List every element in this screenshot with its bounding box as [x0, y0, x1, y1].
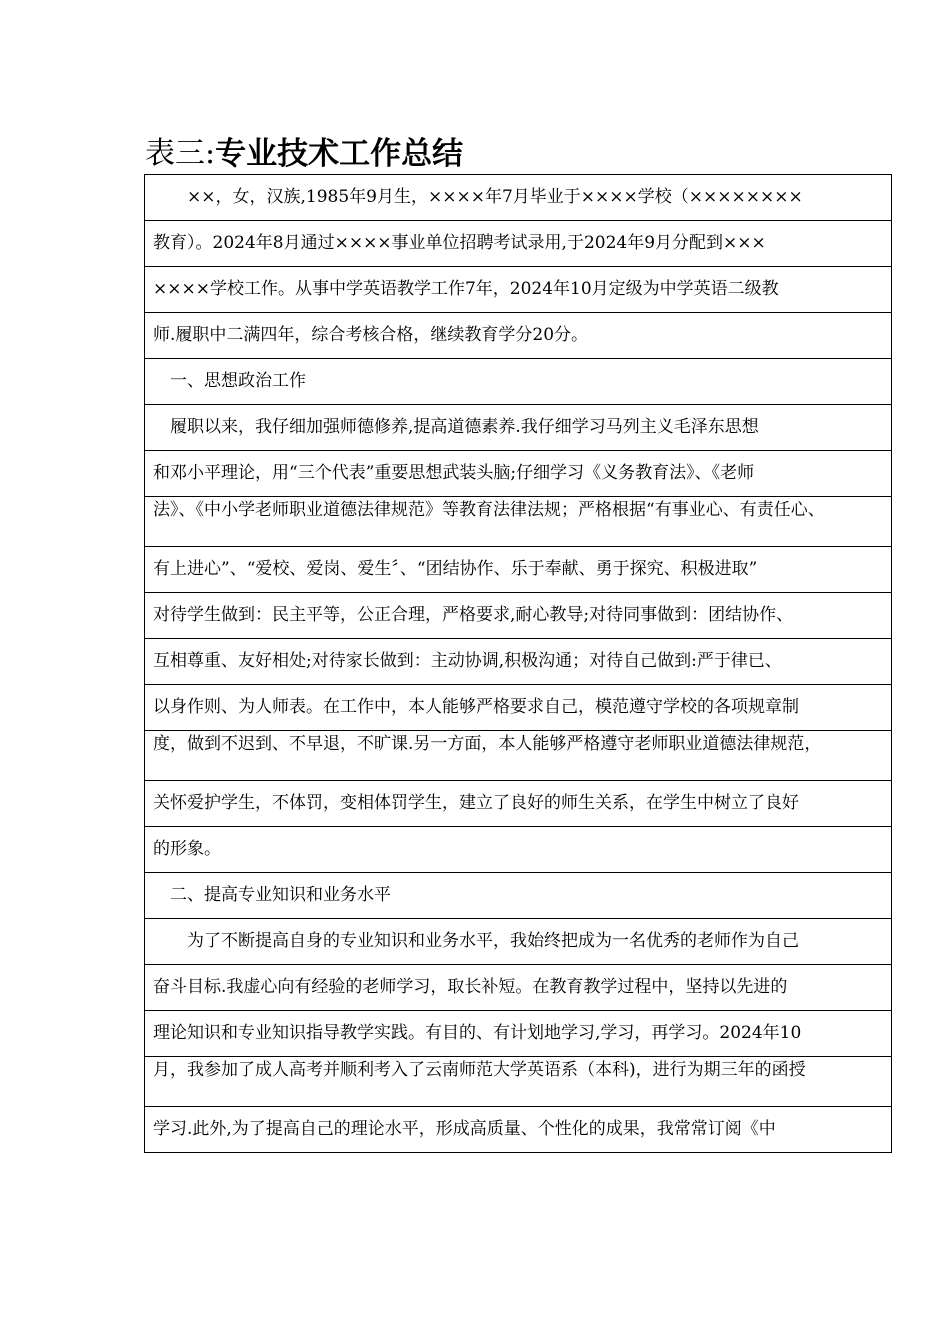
text-line: 以身作则、为人师表。在工作中，本人能够严格要求自己，模范遵守学校的各项规章制 [145, 685, 892, 731]
text-line: 学习.此外,为了提高自己的理论水平，形成高质量、个性化的成果，我常常订阅《中 [145, 1107, 892, 1153]
table-row [145, 1057, 892, 1107]
document-title [145, 128, 463, 172]
table-row [145, 267, 892, 313]
text-line: 关怀爱护学生，不体罚，变相体罚学生，建立了良好的师生关系，在学生中树立了良好 [145, 781, 892, 827]
table-row [145, 919, 892, 965]
text-line: 互相尊重、友好相处;对待家长做到：主动协调,积极沟通；对待自己做到:严于律已、 [145, 639, 892, 685]
table-row [145, 1011, 892, 1057]
text-line: 理论知识和专业知识指导教学实践。有目的、有计划地学习,学习，再学习。2024年10 [145, 1011, 892, 1057]
table-row [145, 451, 892, 497]
title-main: 专业技术工作总结 [215, 135, 464, 172]
summary-table [144, 174, 892, 1153]
table-row [145, 965, 892, 1011]
table-row [145, 873, 892, 919]
text-line: 月，我参加了成人高考并顺利考入了云南师范大学英语系（本科)，进行为期三年的函授 [145, 1057, 892, 1107]
table-row [145, 827, 892, 873]
table-row [145, 593, 892, 639]
table-row [145, 547, 892, 593]
text-line: 的形象。 [145, 827, 892, 873]
text-line: 为了不断提高自身的专业知识和业务水平，我始终把成为一名优秀的老师作为自己 [145, 919, 892, 965]
table-row [145, 781, 892, 827]
text-line: 法》、《中小学老师职业道德法律规范》等教育法律法规；严格根据“有事业心、有责任心、 [145, 497, 892, 547]
text-line: 有上进心”、“爱校、爱岗、爱生〞、“团结协作、乐于奉献、勇于探究、积极进取” [145, 547, 892, 593]
table-row [145, 731, 892, 781]
title-prefix: 表三: [145, 136, 216, 171]
text-line: ××，女，汉族,1985年9月生，××××年7月毕业于××××学校（×××××××× [145, 175, 892, 221]
section-heading: 二、提高专业知识和业务水平 [145, 873, 892, 919]
table-row [145, 359, 892, 405]
table-row [145, 221, 892, 267]
section-heading: 一、思想政治工作 [145, 359, 892, 405]
table-row [145, 1107, 892, 1153]
table-row [145, 175, 892, 221]
text-line: 履职以来，我仔细加强师德修养,提高道德素养.我仔细学习马列主义毛泽东思想 [145, 405, 892, 451]
table-row [145, 639, 892, 685]
text-line: 和邓小平理论，用“三个代表”重要思想武装头脑;仔细学习《义务教育法》、《老师 [145, 451, 892, 497]
text-line: 度，做到不迟到、不早退，不旷课.另一方面，本人能够严格遵守老师职业道德法律规范， [145, 731, 892, 781]
table-row [145, 497, 892, 547]
text-line: ××××学校工作。从事中学英语教学工作7年，2024年10月定级为中学英语二级教 [145, 267, 892, 313]
table-row [145, 405, 892, 451]
text-line: 奋斗目标.我虚心向有经验的老师学习，取长补短。在教育教学过程中，坚持以先进的 [145, 965, 892, 1011]
table-row [145, 685, 892, 731]
text-line: 教育）。2024年8月通过××××事业单位招聘考试录用,于2024年9月分配到××× [145, 221, 892, 267]
table-row [145, 313, 892, 359]
text-line: 师.履职中二满四年，综合考核合格，继续教育学分20分。 [145, 313, 892, 359]
text-line: 对待学生做到：民主平等，公正合理，严格要求,耐心教导;对待同事做到：团结协作、 [145, 593, 892, 639]
